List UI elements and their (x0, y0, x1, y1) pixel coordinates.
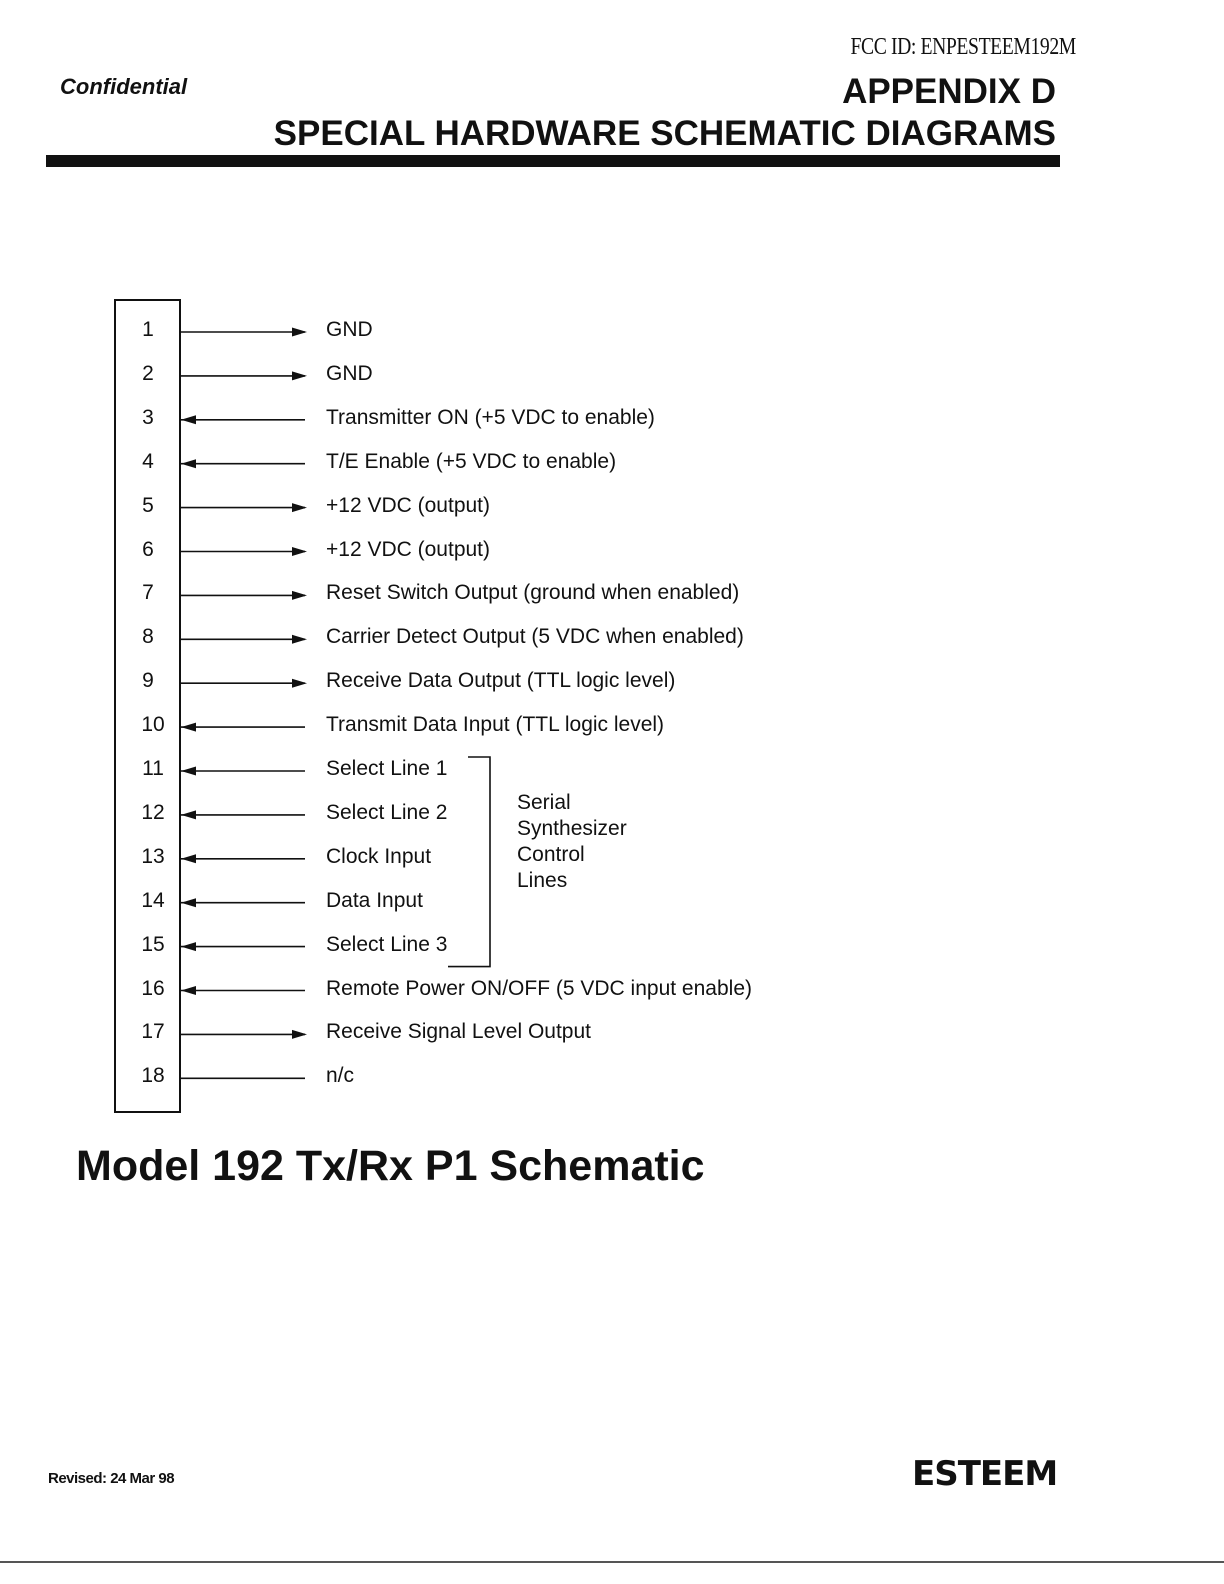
arrow-in-icon (181, 854, 196, 863)
pin-label: Carrier Detect Output (5 VDC when enabled) (326, 625, 744, 649)
arrow-out-icon (292, 328, 307, 337)
arrow-in-icon (181, 942, 196, 951)
pin-number: 3 (142, 405, 154, 429)
pin-number: 13 (141, 844, 165, 868)
group-label-line: Synthesizer (517, 816, 627, 840)
arrow-out-icon (292, 1030, 307, 1039)
pin-number: 14 (141, 888, 165, 912)
pin-label: Transmitter ON (+5 VDC to enable) (326, 405, 655, 429)
pin-label: Transmit Data Input (TTL logic level) (326, 713, 665, 737)
appendix-heading: APPENDIX D (842, 72, 1056, 111)
arrow-in-icon (181, 767, 196, 776)
pin-label: Receive Signal Level Output (326, 1020, 591, 1044)
pin-number: 9 (142, 669, 154, 693)
connector-schematic (100, 290, 840, 1130)
arrow-out-icon (292, 547, 307, 556)
arrow-in-icon (181, 986, 196, 995)
pin-number: 1 (142, 318, 154, 341)
serial-synthesizer-group-label (517, 790, 627, 894)
pin-number: 4 (142, 449, 154, 473)
header-rule (46, 155, 1060, 167)
pin-number: 16 (141, 976, 165, 1000)
arrow-in-icon (181, 723, 196, 732)
pin-number: 18 (141, 1064, 165, 1088)
pin-label: T/E Enable (+5 VDC to enable) (326, 449, 617, 473)
arrow-in-icon (181, 415, 196, 424)
arrow-out-icon (292, 635, 307, 644)
arrow-out-icon (292, 591, 307, 600)
arrow-in-icon (181, 810, 196, 819)
arrow-out-icon (292, 503, 307, 512)
pin-label: Receive Data Output (TTL logic level) (326, 669, 676, 693)
confidential-label: Confidential (60, 74, 188, 99)
pin-label: Select Line 2 (326, 800, 448, 824)
arrow-in-icon (181, 459, 196, 468)
pin-number: 6 (142, 537, 154, 561)
pin-label: Select Line 3 (326, 932, 448, 956)
pin-label: +12 VDC (output) (326, 493, 491, 517)
pin-number: 8 (142, 625, 154, 649)
arrow-in-icon (181, 898, 196, 907)
pin-label: Data Input (326, 888, 423, 912)
group-label-line: Serial (517, 790, 571, 814)
pin-number: 17 (141, 1020, 165, 1044)
document-title: SPECIAL HARDWARE SCHEMATIC DIAGRAMS (273, 114, 1056, 153)
pin-number: 12 (141, 800, 165, 824)
pin-label: Reset Switch Output (ground when enabled) (326, 581, 740, 605)
schematic-title: Model 192 Tx/Rx P1 Schematic (76, 1142, 705, 1190)
pin-label: GND (326, 361, 373, 385)
esteem-logo: ESTEEM (912, 1454, 1058, 1494)
pin-number: 11 (142, 757, 164, 780)
pin-number: 10 (141, 713, 165, 737)
pin-number: 5 (142, 493, 154, 517)
pin-label: +12 VDC (output) (326, 537, 491, 561)
pin-label: n/c (326, 1064, 355, 1088)
pin-label: Select Line 1 (326, 757, 448, 780)
pin-number: 2 (142, 361, 154, 385)
pin-label: Remote Power ON/OFF (5 VDC input enable) (326, 976, 752, 1000)
fcc-id: FCC ID: ENPESTEEM192M (850, 34, 1076, 60)
arrow-out-icon (292, 679, 307, 688)
bottom-rule (0, 1561, 1224, 1563)
revised-date: Revised: 24 Mar 98 (48, 1470, 175, 1487)
pin-label: GND (326, 318, 373, 341)
group-bracket (448, 757, 490, 967)
arrow-out-icon (292, 371, 307, 380)
group-label-line: Control (517, 842, 585, 866)
pin-label: Clock Input (326, 844, 432, 868)
pin-number: 7 (142, 581, 154, 605)
group-label-line: Lines (517, 868, 568, 892)
pin-number: 15 (141, 932, 165, 956)
